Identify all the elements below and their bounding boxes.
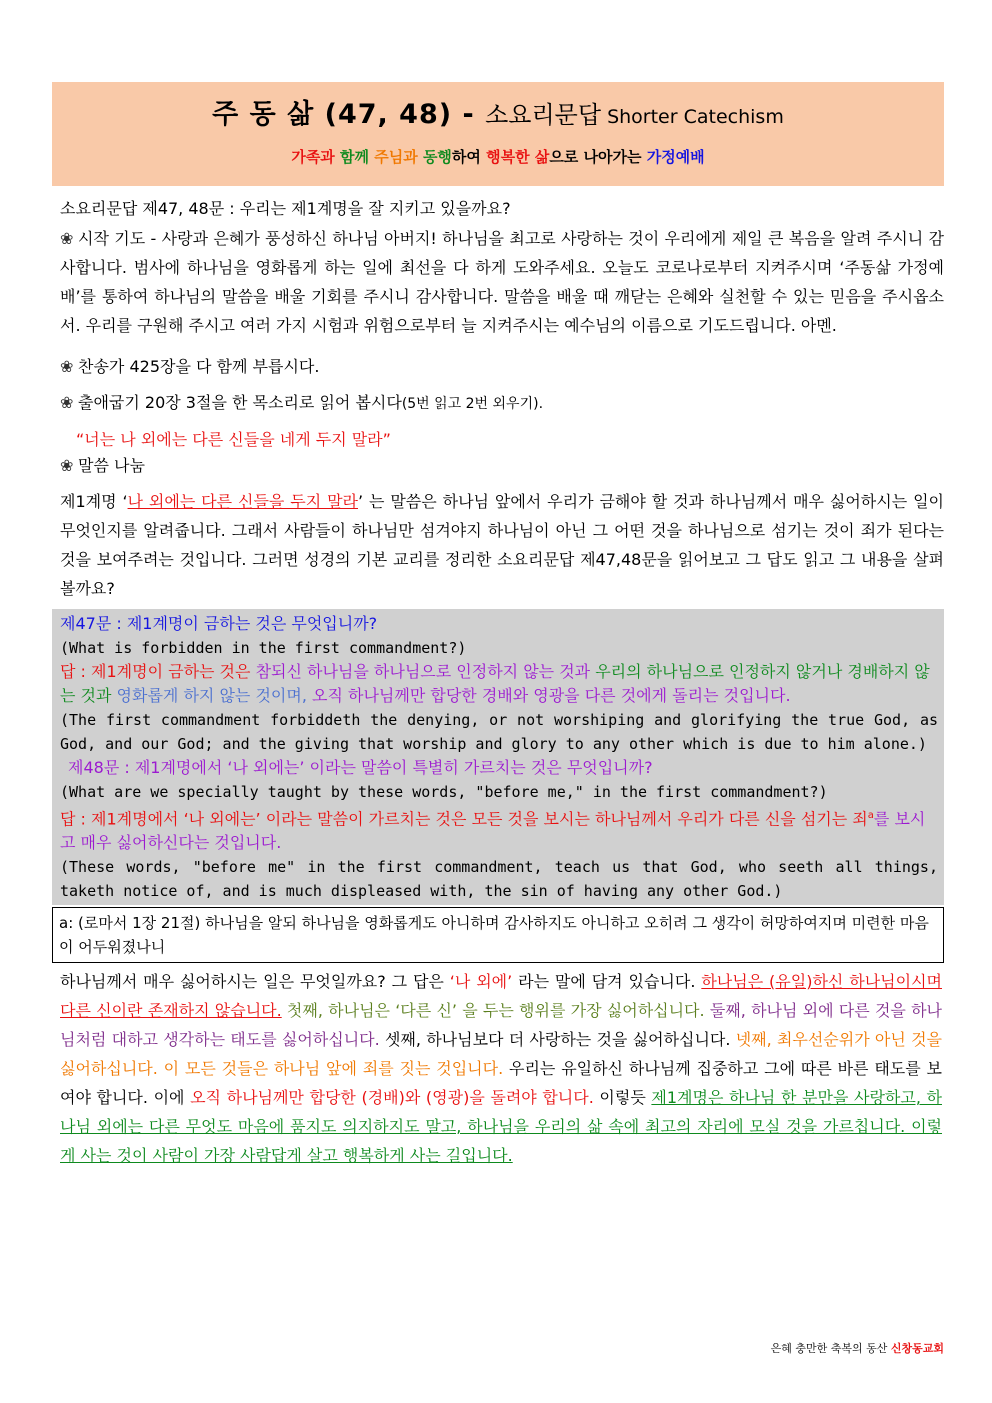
q47-answer-segment: 답 : 제1계명이 금하는 것은 [60,662,256,681]
hymn-line [52,354,944,380]
subtitle-segment: 함께 [340,148,375,166]
closing-segment: 셋째, 하나님보다 더 사랑하는 것을 싫어하십니다. [379,1030,736,1050]
closing-segment: 하나님은 (유일)하신 하나님이시며 다른 신이란 존재하지 않습니다. [60,972,942,1021]
scripture-text: 출애굽기 20장 3절을 한 목소리로 읽어 봅시다 [78,393,402,412]
subtitle-segment: 가정예배 [646,148,705,166]
q47-answer-en: (The first commandment forbiddeth the denying, or not worshiping and glorifying the true God, as God, and our God; and the giving that worship and glory to any other which is due to him alone.) [60,711,938,753]
q48-question-en: (What are we specially taught by these words, "before me," in the first commandment?) [60,783,828,801]
worship-page [52,82,944,1170]
header-banner [52,82,944,186]
closing-segment: 이렇듯 [593,1088,652,1108]
hymn-text: 찬송가 425장을 다 함께 부릅시다. [78,357,320,376]
q47-answer-segment: 오직 하나님께만 합당한 경배와 영광을 다른 것에게 돌리는 것입니다. [312,686,791,705]
closing-segment: 을 두는 행위를 가장 싫어하십니다. [457,1001,710,1021]
subtitle-segment: 행복한 삶 [486,148,550,166]
q48-answer-segment: 답 : 제1계명에서 ‘나 외에는’ 이라는 말씀이 가르치는 것은 [60,809,472,829]
closing-segment: 라는 말에 담겨 있습니다. [512,972,702,992]
q48-answer-segment: 는 것입니다. [193,833,282,853]
q48-answer-segment: a [867,810,874,821]
footnote-box: a: (로마서 1장 21절) 하나님을 알되 하나님을 영화롭게도 아니하며 감사하지도 아니하고 오히려 그 생각이 허망하여지며 미련한 마음이 어두워졌나니 [52,907,944,963]
closing-segment: 제1계명은 하나님 한 분만을 사랑하고, 하나님 외에는 다른 무엇도 마음에 품지도 의지하지도 말고, 하나님을 우리의 삶 속에 최고의 자리에 모실 것을 가르칩니다. 이렇게 사는 것이 사람이 가장 사람답게 살고 행복하게 사는 길입니다. [60,1088,942,1166]
title-english: Shorter Catechism [601,106,784,128]
title-main: 주 동 삶 (47, 48) [212,99,453,130]
title-korean: 소요리문답 [485,101,602,129]
page-title [52,82,944,134]
commandment-intro [52,487,944,603]
opening-prayer [52,224,944,340]
q48-answer [60,804,938,855]
subtitle-segment: 가족과 [291,148,341,166]
footer-text: 은혜 충만한 축복의 동산 [770,1342,891,1355]
title-dash: - [452,99,486,130]
subtitle-segment: 하여 [451,148,487,166]
opening-prayer-label: 시작 기도 [78,229,146,248]
q48-answer-segment: 우리가 다른 신을 섬기는 죄 [677,809,868,829]
flower-bullet-icon: ❀ [60,456,74,475]
subtitle-segment: 동행 [422,148,452,166]
subtitle [52,146,944,168]
flower-bullet-icon: ❀ [60,229,74,248]
flower-bullet-icon: ❀ [60,357,74,376]
commandment-pre: 제1계명 ‘ [60,492,128,511]
scripture-note: (5번 읽고 2번 외우기). [401,396,544,412]
subtitle-segment: 으로 나아가는 [549,148,647,166]
closing-segment: ‘나 외에’ [449,972,513,992]
intro-line: 소요리문답 제47, 48문 : 우리는 제1계명을 잘 지키고 있을까요? [60,199,511,218]
q48-answer-segment: 를 보시고 매우 싫어하신다 [60,809,926,853]
commandment-quote: 나 외에는 다른 신들을 두지 말라 [127,492,358,511]
subtitle-segment: 주님과 [374,148,423,166]
closing-segment: 하나님께서 매우 싫어하시는 일은 무엇일까요? 그 답은 [60,972,450,992]
commandment-post: ’ 는 말씀은 하나님 앞에서 우리가 금해야 할 것과 하나님께서 매우 싫어하시는 일이 무엇인지를 알려줍니다. 그래서 사람들이 하나님만 섬겨야지 하나님이 아닌 그 어떤 것을 하나님으로 섬기는 것이 죄가 된다는 것을 보여주려는 것입니다. 그러면 성경의 기본 교리를 정리한 소요리문답 제47,48문을 읽어보고 그 답도 읽고 그 내용을 살펴볼까요? [60,492,944,598]
closing-segment: 첫째, 하나님은 [281,1001,396,1021]
closing-segment: ‘다른 신’ [395,1001,457,1021]
closing-segment: 오직 하나님께만 합당한 (경배)와 (영광)을 돌려야 합니다. [190,1088,594,1108]
closing-segment: 둘째, 하나님 외에 다른 것을 하나님처럼 대하고 생각하는 태도를 싫어하십니다. [60,1001,942,1050]
q47-question-en: (What is forbidden in the first commandment?) [60,639,467,657]
q48-answer-en: (These words, "before me" in the first commandment, teach us that God, who seeth all things, taketh notice of, and is much displeased with, the sin of having any other God.) [60,858,938,901]
q47-answer-segment: 우리의 하나님으로 인정하지 않거나 경배하지 않는 것과 [60,662,930,705]
opening-prayer-text: - 사랑과 은혜가 풍성하신 하나님 아버지! 하나님을 최고로 사랑하는 것이 우리에게 제일 큰 복음을 알려 주시니 감사합니다. 범사에 하나님을 영화롭게 하는 일에 최선을 다 하게 도와주세요. 오늘도 코로나로부터 지켜주시며 ‘주동삶 가정예배’를 통하여 하나님의 말씀을 배울 기회를 주시니 감사합니다. 말씀을 배울 때 깨닫는 은혜와 실천할 수 있는 믿음을 주시옵소서. 우리를 구원해 주시고 여러 가지 시험과 위험으로부터 늘 지켜주시는 예수님의 이름으로 기도드립니다. 아멘. [60,229,944,335]
q47-question: 제47문 : 제1계명이 금하는 것은 무엇입니까? [60,614,378,633]
sharing-line [52,453,944,479]
footer [771,1340,944,1356]
q47-answer-segment: 참되신 하나님을 하나님으로 인정하지 않는 것과 [255,662,596,681]
q48-question: 제48문 : 제1계명에서 ‘나 외에는’ 이라는 말씀이 특별히 가르치는 것은 무엇입니까? [68,758,653,777]
memory-verse: “너는 나 외에는 다른 신들을 네게 두지 말라” [76,430,391,449]
closing-segment: 우리는 유일하신 하나님께 집중하고 그에 따른 바른 태도를 보여야 합니다. 이에 [60,1059,942,1108]
flower-bullet-icon: ❀ [60,393,74,412]
closing-paragraph [52,967,944,1170]
q47-answer [60,660,938,708]
sharing-text: 말씀 나눔 [78,456,145,475]
q47-answer-segment: 영화롭게 하지 않는 것이며, [116,686,312,705]
q48-answer-segment: 모든 것을 보시는 하나님께서 [471,809,678,829]
closing-segment: 넷째, 최우선순위가 아닌 것을 싫어하십니다. 이 모든 것들은 하나님 앞에 죄를 짓는 것입니다. [60,1030,942,1079]
footer-church: 신창동교회 [890,1342,944,1355]
scripture-line [52,390,944,417]
catechism-box [52,609,944,905]
